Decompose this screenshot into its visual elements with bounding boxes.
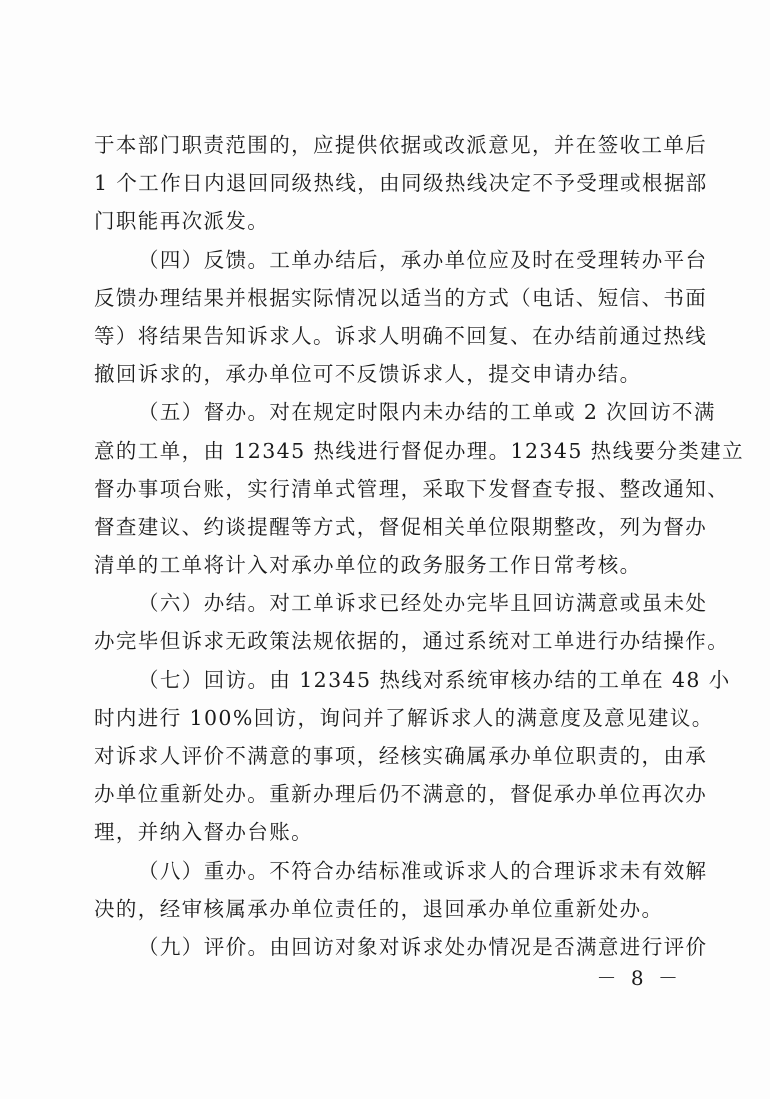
text-line: 办单位重新处办。重新办理后仍不满意的，督促承办单位再次办 bbox=[94, 782, 708, 807]
text-line: 督办事项台账，实行清单式管理，采取下发督查专报、整改通知、 bbox=[94, 476, 730, 501]
text-line: 对诉求人评价不满意的事项，经核实确属承办单位职责的，由承 bbox=[94, 744, 708, 768]
text-line: 决的，经审核属承办单位责任的，退回承办单位重新处办。 bbox=[94, 896, 664, 921]
text-line: 时内进行 100%回访，询问并了解诉求人的满意度及意见建议。 bbox=[94, 705, 714, 730]
text-line: 督查建议、约谈提醒等方式，督促相关单位限期整改，列为督办 bbox=[94, 514, 708, 539]
text-line: 理，并纳入督办台账。 bbox=[94, 820, 313, 845]
paragraph-start-line: （八）重办。不符合办结标准或诉求人的合理诉求未有效解 bbox=[138, 858, 708, 883]
text-line: 门职能再次派发。 bbox=[94, 209, 270, 234]
text-line: 于本部门职责范围的，应提供依据或改派意见，并在签收工单后 bbox=[94, 133, 708, 157]
text-line: 办完毕但诉求无政策法规依据的，通过系统对工单进行办结操作。 bbox=[94, 629, 730, 654]
paragraph-start-line: （四）反馈。工单办结后，承办单位应及时在受理转办平台 bbox=[138, 247, 708, 272]
text-line: 1 个工作日内退回同级热线，由同级热线决定不予受理或根据部 bbox=[94, 171, 708, 196]
page-number: － 8 － bbox=[596, 966, 682, 990]
text-line: 意的工单，由 12345 热线进行督促办理。12345 热线要分类建立 bbox=[94, 438, 744, 463]
text-line: 撤回诉求的，承办单位可不反馈诉求人，提交申请办结。 bbox=[94, 362, 642, 387]
paragraph-start-line: （六）办结。对工单诉求已经处办完毕且回访满意或虽未处 bbox=[138, 591, 708, 616]
paragraph-start-line: （七）回访。由 12345 热线对系统审核办结的工单在 48 小 bbox=[138, 667, 731, 692]
text-line: 等）将结果告知诉求人。诉求人明确不回复、在办结前通过热线 bbox=[94, 323, 708, 348]
text-line: 反馈办理结果并根据实际情况以适当的方式（电话、短信、书面 bbox=[94, 285, 708, 310]
paragraph-start-line: （五）督办。对在规定时限内未办结的工单或 2 次回访不满 bbox=[138, 400, 716, 425]
text-line: 清单的工单将计入对承办单位的政务服务工作日常考核。 bbox=[94, 553, 642, 578]
paragraph-start-line: （九）评价。由回访对象对诉求处办情况是否满意进行评价 bbox=[138, 934, 708, 959]
body-text bbox=[94, 126, 744, 966]
